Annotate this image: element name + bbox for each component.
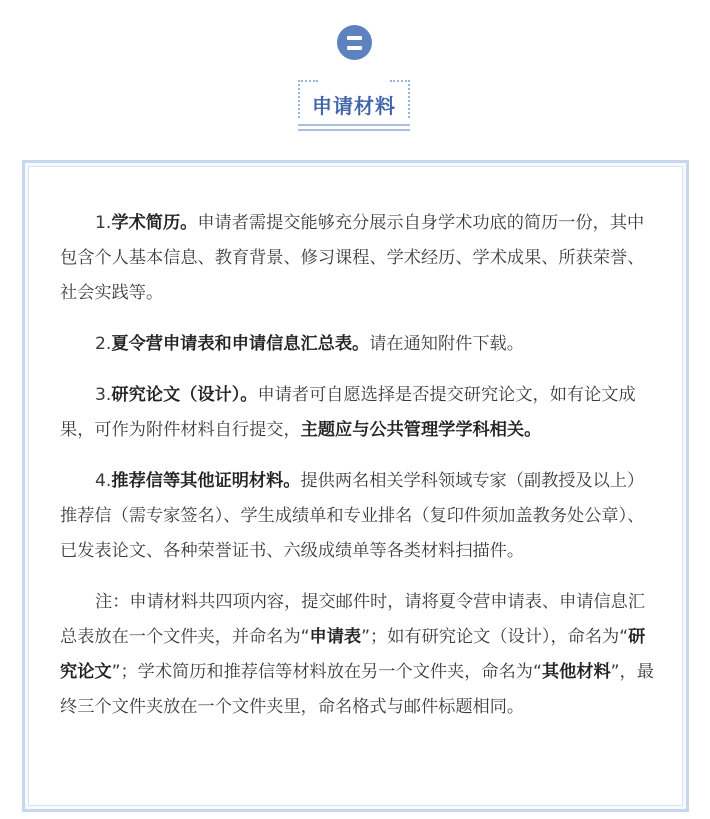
item-number: 4.: [95, 471, 112, 491]
paragraph-research-paper: [60, 378, 654, 448]
item-text: 请在通知附件下载。: [369, 334, 524, 354]
item-heading: 学术简历。: [111, 213, 198, 233]
item-text: 申请者可自愿选择是否提交研究论文，如有论文成果，可作为附件材料自行提交，: [60, 385, 636, 440]
note-text: ”；学术简历和推荐信等材料放在另一个文件夹，命名为“: [111, 662, 542, 682]
section-number-badge: [337, 25, 372, 60]
title-underline-second: [298, 129, 410, 131]
item-bold-tail: 主题应与公共管理学学科相关。: [300, 420, 542, 440]
materials-content: [60, 206, 654, 741]
section-title: 申请材料: [312, 94, 396, 118]
numeral-stroke-top: [347, 36, 362, 40]
paragraph-resume: [60, 206, 654, 311]
item-text: 提供两名相关学科领域专家（副教授及以上）推荐信（需专家签名）、学生成绩单和专业排名（复印件须加盖教务处公章）、已发表论文、各种荣誉证书、六级成绩单等各类材料扫描件。: [60, 471, 645, 561]
numeral-stroke-bottom: [347, 46, 362, 50]
note-folder-name: 研究论文: [60, 627, 646, 682]
note-text: 注：申请材料共四项内容，提交邮件时，请将夏令营申请表、申请信息汇总表放在一个文件夹，并命名为“: [60, 592, 646, 647]
paragraph-note: [60, 585, 654, 725]
paragraph-recommendation: [60, 464, 654, 569]
note-text: ”；如有研究论文（设计），命名为“: [361, 627, 629, 647]
item-heading: 研究论文（设计）。: [111, 385, 258, 405]
item-text: 申请者需提交能够充分展示自身学术功底的简历一份，其中包含个人基本信息、教育背景、修习课程、学术经历、学术成果、所获荣誉、社会实践等。: [60, 213, 645, 303]
paragraph-application-form: [60, 327, 654, 362]
item-number: 2.: [95, 334, 112, 354]
item-heading: 夏令营申请表和申请信息汇总表。: [111, 334, 370, 354]
item-number: 3.: [95, 385, 112, 405]
note-folder-name: 其他材料: [541, 662, 611, 682]
item-heading: 推荐信等其他证明材料。: [111, 471, 301, 491]
section-title-block: [298, 80, 410, 132]
note-folder-name: 申请表: [309, 627, 362, 647]
note-text: ”，最终三个文件夹放在一个文件夹里，命名格式与邮件标题相同。: [60, 662, 654, 717]
item-number: 1.: [95, 213, 112, 233]
title-underline: [298, 124, 410, 126]
